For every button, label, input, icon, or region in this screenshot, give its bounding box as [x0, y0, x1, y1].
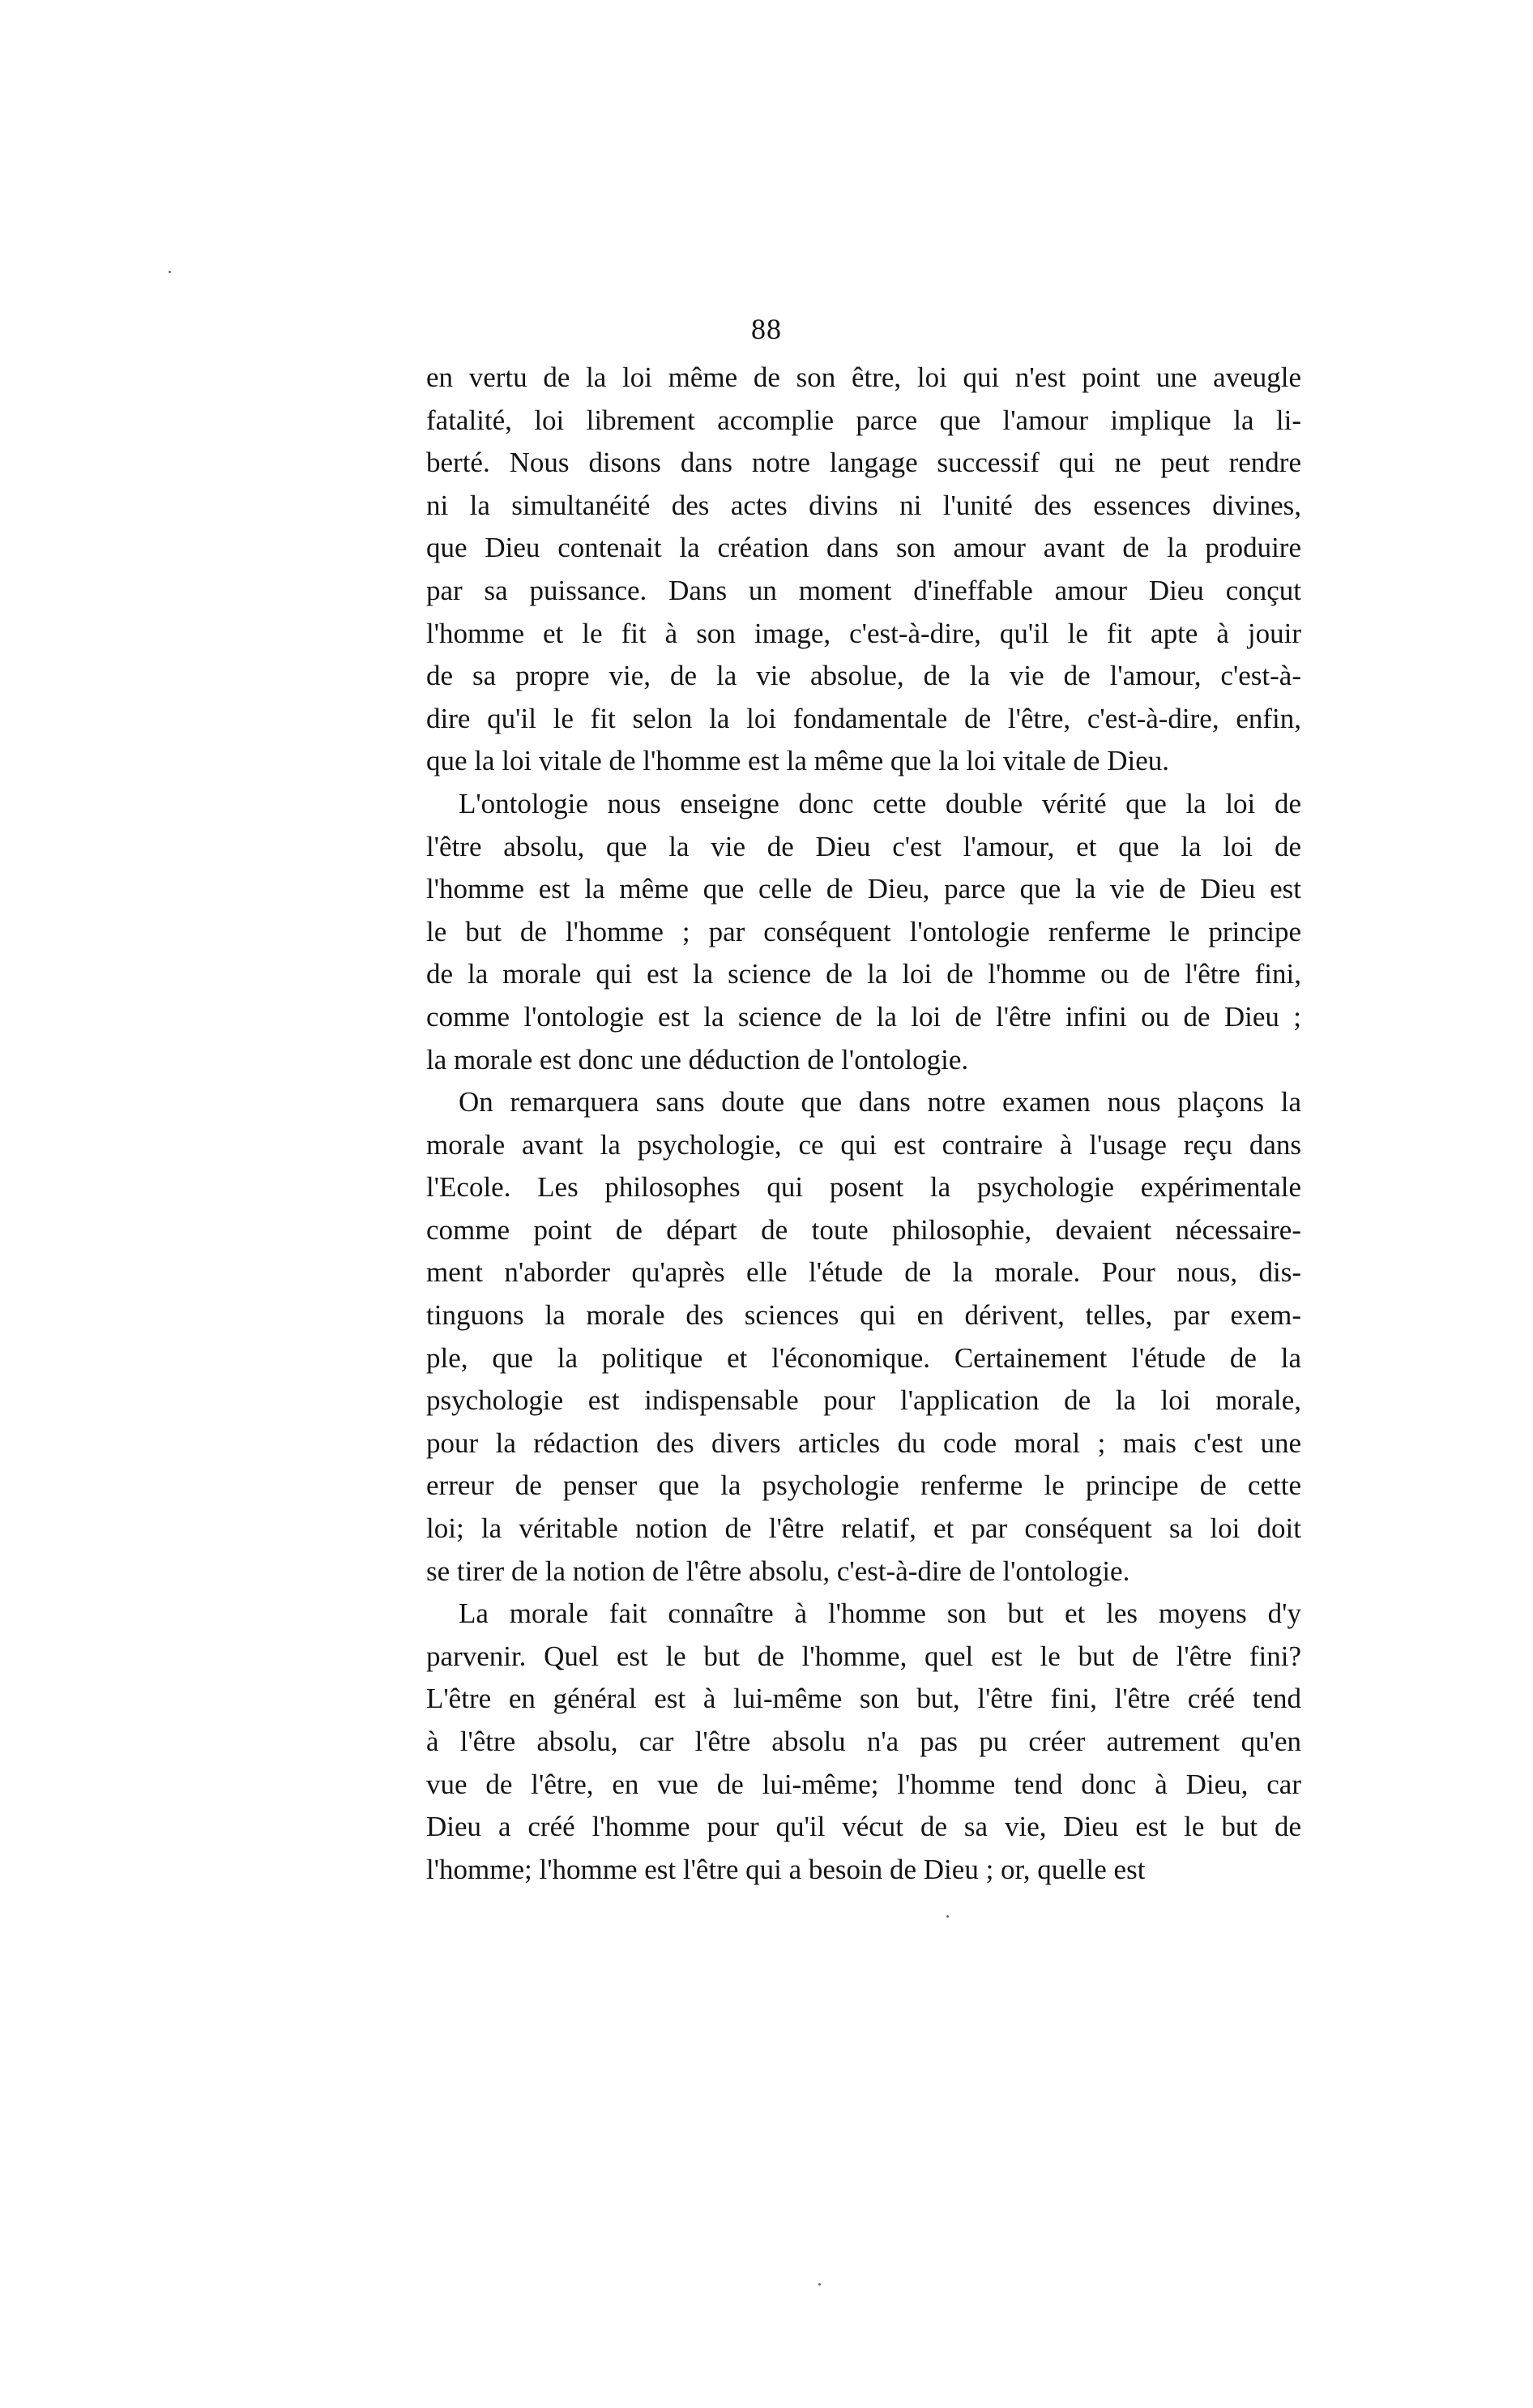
- paper-speck: [946, 1915, 949, 1918]
- text-line: l'homme et le fit à son image, c'est-à-dire, qu'il le fit apte à jouir: [426, 617, 1301, 649]
- text-line: l'Ecole. Les philosophes qui posent la psychologie expérimentale: [426, 1171, 1301, 1204]
- paper-speck: [169, 271, 171, 273]
- paper-speck: [818, 2283, 821, 2286]
- text-line: l'homme est la même que celle de Dieu, parce que la vie de Dieu est: [426, 873, 1301, 905]
- text-line: de sa propre vie, de la vie absolue, de la vie de l'amour, c'est-à-: [426, 660, 1301, 692]
- text-line: le but de l'homme ; par conséquent l'ontologie renferme le principe: [426, 915, 1301, 947]
- text-line: ple, que la politique et l'économique. Certainement l'étude de la: [426, 1341, 1301, 1374]
- text-line: l'être absolu, que la vie de Dieu c'est l'amour, et que la loi de: [426, 830, 1301, 862]
- text-line: tinguons la morale des sciences qui en dérivent, telles, par exem-: [426, 1299, 1301, 1332]
- text-line: que Dieu contenait la création dans son amour avant de la produire: [426, 532, 1301, 564]
- text-line: parvenir. Quel est le but de l'homme, quel est le but de l'être fini?: [426, 1640, 1301, 1672]
- text-line: ni la simultanéité des actes divins ni l'unité des essences divines,: [426, 489, 1301, 521]
- paragraph: [426, 783, 1301, 1081]
- paragraph: [426, 1593, 1301, 1891]
- text-line: berté. Nous disons dans notre langage successif qui ne peut rendre: [426, 447, 1301, 479]
- body-text: [426, 357, 1301, 1891]
- text-line: la morale est donc une déduction de l'ontologie.: [426, 1043, 969, 1076]
- text-line: ment n'aborder qu'après elle l'étude de la morale. Pour nous, dis-: [426, 1256, 1301, 1289]
- text-line: loi; la véritable notion de l'être relatif, et par conséquent sa loi doit: [426, 1512, 1301, 1545]
- text-line: fatalité, loi librement accomplie parce que l'amour implique la li-: [426, 404, 1301, 436]
- text-line: en vertu de la loi même de son être, loi qui n'est point une aveugle: [426, 361, 1301, 393]
- paragraph: [426, 1081, 1301, 1593]
- page-number: 88: [751, 313, 782, 345]
- text-line: dire qu'il le fit selon la loi fondamentale de l'être, c'est-à-dire, enfin,: [426, 702, 1301, 734]
- text-line: pour la rédaction des divers articles du code moral ; mais c'est une: [426, 1426, 1301, 1459]
- text-line: La morale fait connaître à l'homme son but et les moyens d'y: [459, 1597, 1301, 1630]
- text-line: morale avant la psychologie, ce qui est contraire à l'usage reçu dans: [426, 1128, 1301, 1161]
- text-line: L'ontologie nous enseigne donc cette double vérité que la loi de: [459, 787, 1301, 819]
- text-line: Dieu a créé l'homme pour qu'il vécut de sa vie, Dieu est le but de: [426, 1811, 1301, 1843]
- text-line: erreur de penser que la psychologie renferme le principe de cette: [426, 1469, 1301, 1502]
- paragraph: [426, 357, 1301, 783]
- text-line: psychologie est indispensable pour l'application de la loi morale,: [426, 1384, 1301, 1417]
- text-line: vue de l'être, en vue de lui-même; l'homme tend donc à Dieu, car: [426, 1768, 1301, 1800]
- text-line: comme l'ontologie est la science de la loi de l'être infini ou de Dieu ;: [426, 1000, 1301, 1033]
- text-line: L'être en général est à lui-même son but, l'être fini, l'être créé tend: [426, 1683, 1301, 1715]
- text-line: se tirer de la notion de l'être absolu, c'est-à-dire de l'ontologie.: [426, 1555, 1130, 1587]
- text-line: que la loi vitale de l'homme est la même que la loi vitale de Dieu.: [426, 745, 1169, 777]
- text-line: à l'être absolu, car l'être absolu n'a pas pu créer autrement qu'en: [426, 1726, 1301, 1757]
- text-line: de la morale qui est la science de la loi de l'homme ou de l'être fini,: [426, 958, 1301, 990]
- text-line: l'homme; l'homme est l'être qui a besoin de Dieu ; or, quelle est: [426, 1853, 1146, 1885]
- text-line: On remarquera sans doute que dans notre examen nous plaçons la: [459, 1086, 1301, 1118]
- text-line: par sa puissance. Dans un moment d'ineffable amour Dieu conçut: [426, 574, 1301, 606]
- text-line: comme point de départ de toute philosophie, devaient nécessaire-: [426, 1213, 1301, 1246]
